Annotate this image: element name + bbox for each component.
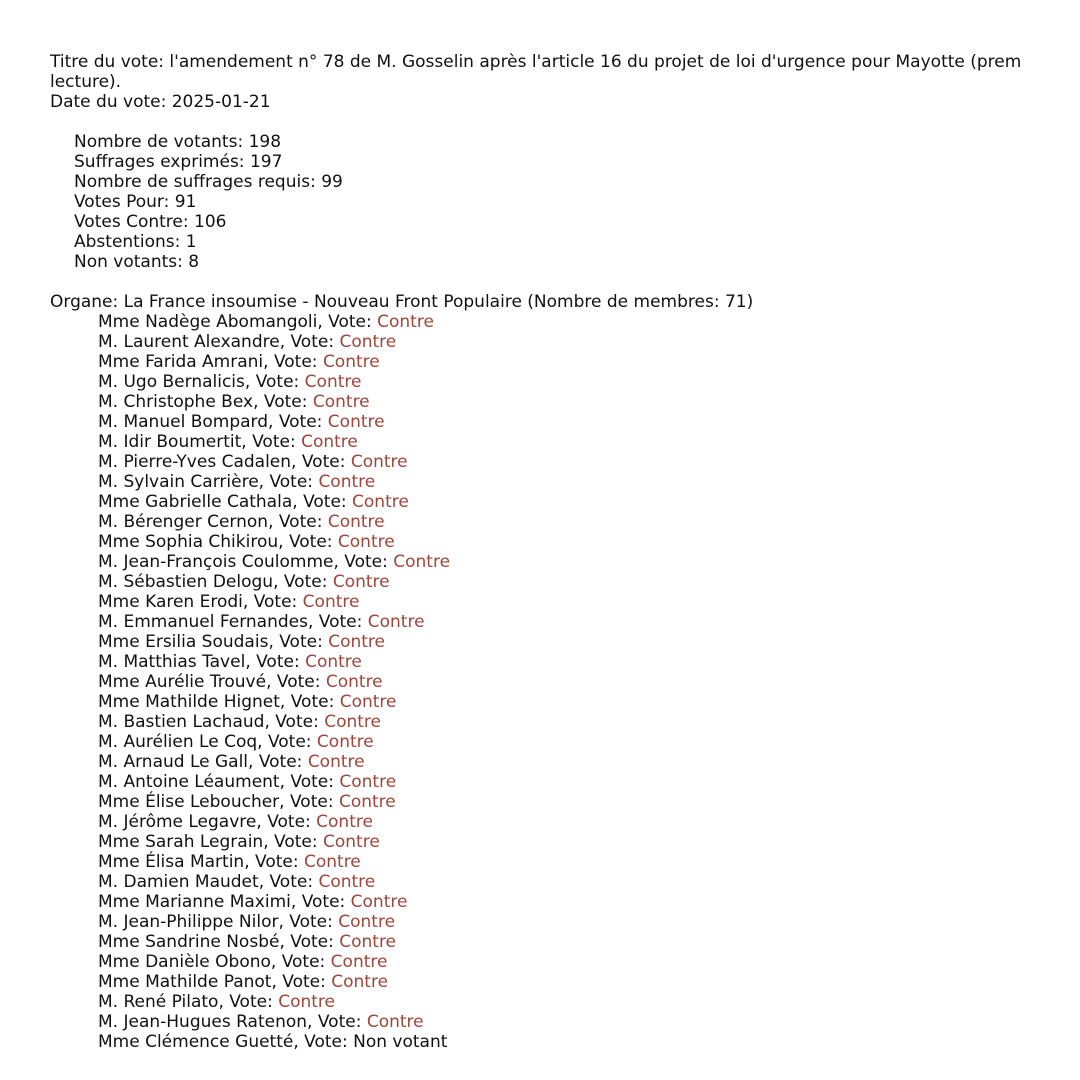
member-vote: Contre xyxy=(302,592,360,612)
member-name: Mme Nadège Abomangoli xyxy=(98,312,318,332)
member-row: Mme Farida Amrani, Vote: Contre xyxy=(98,352,380,372)
member-vote: Contre xyxy=(318,872,376,892)
member-vote: Non votant xyxy=(353,1032,448,1052)
member-vote: Contre xyxy=(338,912,396,932)
member-row: M. Aurélien Le Coq, Vote: Contre xyxy=(98,732,374,752)
member-row: M. Jean-Hugues Ratenon, Vote: Contre xyxy=(98,1012,424,1032)
member-row: M. Arnaud Le Gall, Vote: Contre xyxy=(98,752,365,772)
spacer xyxy=(50,112,1080,132)
vote-title-text: l'amendement n° 78 de M. Gosselin après l'article 16 du projet de loi d'urgence pour Mayotte (prem xyxy=(169,52,1022,72)
vote-label: Vote: xyxy=(303,492,347,512)
vote-label: Vote: xyxy=(255,852,299,872)
vote-label: Vote: xyxy=(269,872,314,892)
member-row: Mme Élise Leboucher, Vote: Contre xyxy=(98,792,396,812)
member-row: Mme Nadège Abomangoli, Vote: Contre xyxy=(98,312,434,332)
vote-label: Vote: xyxy=(290,692,335,712)
member-row: M. Matthias Tavel, Vote: Contre xyxy=(98,652,362,672)
vote-label: Vote: xyxy=(282,972,326,992)
member-name: Mme Marianne Maximi xyxy=(98,892,291,912)
member-name: M. Matthias Tavel xyxy=(98,652,246,672)
member-vote: Contre xyxy=(327,512,385,532)
member-vote: Contre xyxy=(339,332,397,352)
vote-label: Vote: xyxy=(289,912,333,932)
member-name: Mme Sandrine Nosbé xyxy=(98,932,280,952)
stat-label: Votes Contre: xyxy=(74,212,189,232)
vote-label: Vote: xyxy=(288,532,333,552)
member-name: M. Sébastien Delogu xyxy=(98,572,274,592)
member-vote: Contre xyxy=(323,832,380,852)
member-vote: Contre xyxy=(305,652,362,672)
member-vote: Contre xyxy=(330,952,388,972)
member-name: M. Manuel Bompard xyxy=(98,412,269,432)
member-row: M. Bérenger Cernon, Vote: Contre xyxy=(98,512,385,532)
vote-label: Vote: xyxy=(273,352,318,372)
vote-label: Vote: xyxy=(290,932,334,952)
member-vote: Contre xyxy=(324,712,382,732)
member-name: Mme Mathilde Panot xyxy=(98,972,272,992)
member-row: Mme Marianne Maximi, Vote: Contre xyxy=(98,892,408,912)
vote-label: Vote: xyxy=(263,392,308,412)
member-row: Mme Sophia Chikirou, Vote: Contre xyxy=(98,532,395,552)
member-vote: Contre xyxy=(312,392,370,412)
vote-label: Vote: xyxy=(290,332,335,352)
member-row: M. Ugo Bernalicis, Vote: Contre xyxy=(98,372,362,392)
vote-title xyxy=(50,52,1080,72)
vote-label: Vote: xyxy=(318,612,363,632)
member-vote: Contre xyxy=(350,452,408,472)
member-name: Mme Élise Leboucher xyxy=(98,792,280,812)
vote-label: Vote: xyxy=(281,952,326,972)
stat-label: Non votants: xyxy=(74,252,183,272)
member-vote: Contre xyxy=(332,572,390,592)
member-row: Mme Clémence Guetté, Vote: Non votant xyxy=(98,1032,448,1052)
member-vote: Contre xyxy=(316,732,374,752)
member-name: M. Aurélien Le Coq xyxy=(98,732,258,752)
stat-value: 1 xyxy=(185,232,197,252)
member-row: Mme Élisa Martin, Vote: Contre xyxy=(98,852,361,872)
member-name: M. Laurent Alexandre xyxy=(98,332,280,352)
organ-heading: Organe: La France insoumise - Nouveau Front Populaire (Nombre de membres: 71) xyxy=(50,292,754,312)
member-row: Mme Aurélie Trouvé, Vote: Contre xyxy=(98,672,383,692)
vote-label: Vote: xyxy=(258,752,303,772)
member-name: Mme Gabrielle Cathala xyxy=(98,492,293,512)
stat-label: Votes Pour: xyxy=(74,192,170,212)
stat-line xyxy=(74,132,1080,152)
member-name: Mme Élisa Martin xyxy=(98,852,245,872)
member-row: M. Emmanuel Fernandes, Vote: Contre xyxy=(98,612,425,632)
member-vote: Contre xyxy=(339,692,397,712)
member-name: M. Idir Boumertit xyxy=(98,432,242,452)
vote-label: Vote: xyxy=(255,372,300,392)
member-vote: Contre xyxy=(339,772,397,792)
member-row: M. Antoine Léaument, Vote: Contre xyxy=(98,772,397,792)
member-name: M. Sylvain Carrière xyxy=(98,472,259,492)
vote-label: Vote: xyxy=(276,672,321,692)
member-vote: Contre xyxy=(318,472,376,492)
member-name: M. Christophe Bex xyxy=(98,392,254,412)
member-vote: Contre xyxy=(307,752,365,772)
member-vote: Contre xyxy=(322,352,380,372)
vote-date-label: Date du vote: xyxy=(50,92,167,112)
vote-date-value: 2025-01-21 xyxy=(171,92,271,112)
member-name: M. Bérenger Cernon xyxy=(98,512,269,532)
member-vote: Contre xyxy=(366,1012,424,1032)
member-vote: Contre xyxy=(352,492,409,512)
member-vote: Contre xyxy=(338,792,396,812)
vote-label: Vote: xyxy=(269,472,314,492)
stat-value: 91 xyxy=(174,192,197,212)
vote-date xyxy=(50,92,1080,112)
vote-statistics xyxy=(50,132,1080,272)
stat-line xyxy=(74,232,1080,252)
member-name: M. Arnaud Le Gall xyxy=(98,752,249,772)
member-row: M. Manuel Bompard, Vote: Contre xyxy=(98,412,385,432)
vote-label: Vote: xyxy=(256,652,300,672)
member-row: M. Jean-Philippe Nilor, Vote: Contre xyxy=(98,912,396,932)
vote-title-continuation: lecture). xyxy=(50,72,122,92)
member-name: M. Jérôme Legavre xyxy=(98,812,257,832)
member-name: Mme Ersilia Soudais xyxy=(98,632,269,652)
stat-value: 197 xyxy=(249,152,283,172)
vote-label: Vote: xyxy=(278,512,323,532)
vote-label: Vote: xyxy=(304,1032,348,1052)
member-row: M. Sébastien Delogu, Vote: Contre xyxy=(98,572,390,592)
member-vote: Contre xyxy=(316,812,373,832)
vote-label: Vote: xyxy=(229,992,273,1012)
stat-line xyxy=(74,172,1080,192)
stat-label: Abstentions: xyxy=(74,232,181,252)
member-name: M. René Pilato xyxy=(98,992,219,1012)
member-name: M. Damien Maudet xyxy=(98,872,259,892)
member-name: Mme Aurélie Trouvé xyxy=(98,672,267,692)
vote-label: Vote: xyxy=(301,452,346,472)
member-name: M. Pierre-Yves Cadalen xyxy=(98,452,292,472)
member-vote: Contre xyxy=(327,412,385,432)
stat-value: 99 xyxy=(321,172,343,192)
member-row: Mme Danièle Obono, Vote: Contre xyxy=(98,952,388,972)
member-name: Mme Danièle Obono xyxy=(98,952,271,972)
stat-label: Suffrages exprimés: xyxy=(74,152,245,172)
member-name: Mme Mathilde Hignet xyxy=(98,692,280,712)
vote-label: Vote: xyxy=(279,632,323,652)
member-vote: Contre xyxy=(278,992,336,1012)
member-name: M. Jean-François Coulomme xyxy=(98,552,334,572)
vote-label: Vote: xyxy=(290,772,334,792)
member-row: Mme Mathilde Hignet, Vote: Contre xyxy=(98,692,397,712)
member-name: Mme Karen Erodi xyxy=(98,592,243,612)
member-name: Mme Sarah Legrain xyxy=(98,832,264,852)
member-row: M. Laurent Alexandre, Vote: Contre xyxy=(98,332,397,352)
member-name: M. Ugo Bernalicis xyxy=(98,372,245,392)
vote-label: Vote: xyxy=(267,732,312,752)
member-name: M. Antoine Léaument xyxy=(98,772,280,792)
vote-label: Vote: xyxy=(289,792,334,812)
member-vote: Contre xyxy=(339,932,397,952)
spacer xyxy=(50,272,1080,292)
member-row: M. Damien Maudet, Vote: Contre xyxy=(98,872,376,892)
vote-title-label: Titre du vote: xyxy=(50,52,165,72)
member-vote: Contre xyxy=(303,852,361,872)
vote-label: Vote: xyxy=(317,1012,362,1032)
vote-label: Vote: xyxy=(283,572,328,592)
member-vote: Contre xyxy=(377,312,434,332)
member-name: Mme Clémence Guetté xyxy=(98,1032,294,1052)
member-name: M. Bastien Lachaud xyxy=(98,712,265,732)
member-vote: Contre xyxy=(367,612,425,632)
member-row: Mme Sandrine Nosbé, Vote: Contre xyxy=(98,932,397,952)
member-row: Mme Mathilde Panot, Vote: Contre xyxy=(98,972,389,992)
vote-label: Vote: xyxy=(253,592,298,612)
stat-label: Nombre de suffrages requis: xyxy=(74,172,316,192)
member-vote: Contre xyxy=(393,552,451,572)
stat-value: 106 xyxy=(194,212,227,232)
member-row: M. Christophe Bex, Vote: Contre xyxy=(98,392,370,412)
member-row: M. Pierre-Yves Cadalen, Vote: Contre xyxy=(98,452,408,472)
vote-label: Vote: xyxy=(278,412,323,432)
member-name: M. Jean-Hugues Ratenon xyxy=(98,1012,308,1032)
member-vote: Contre xyxy=(301,432,358,452)
member-row: M. René Pilato, Vote: Contre xyxy=(98,992,336,1012)
member-row: Mme Karen Erodi, Vote: Contre xyxy=(98,592,360,612)
member-row: M. Idir Boumertit, Vote: Contre xyxy=(98,432,358,452)
member-list xyxy=(50,312,1080,1052)
stat-line xyxy=(74,252,1080,272)
stat-value: 198 xyxy=(248,132,282,152)
member-name: M. Emmanuel Fernandes xyxy=(98,612,308,632)
vote-label: Vote: xyxy=(274,832,318,852)
member-name: M. Jean-Philippe Nilor xyxy=(98,912,279,932)
vote-document xyxy=(50,52,1080,1052)
stat-line xyxy=(74,192,1080,212)
stat-value: 8 xyxy=(188,252,200,272)
member-row: M. Jérôme Legavre, Vote: Contre xyxy=(98,812,373,832)
vote-label: Vote: xyxy=(328,312,372,332)
member-row: Mme Ersilia Soudais, Vote: Contre xyxy=(98,632,386,652)
member-vote: Contre xyxy=(328,632,386,652)
vote-label: Vote: xyxy=(275,712,319,732)
member-name: Mme Sophia Chikirou xyxy=(98,532,279,552)
member-vote: Contre xyxy=(337,532,395,552)
member-vote: Contre xyxy=(331,972,389,992)
member-row: Mme Gabrielle Cathala, Vote: Contre xyxy=(98,492,409,512)
vote-label: Vote: xyxy=(344,552,388,572)
member-name: Mme Farida Amrani xyxy=(98,352,264,372)
member-row: M. Bastien Lachaud, Vote: Contre xyxy=(98,712,382,732)
member-vote: Contre xyxy=(325,672,383,692)
vote-label: Vote: xyxy=(252,432,296,452)
member-vote: Contre xyxy=(350,892,408,912)
stat-line xyxy=(74,212,1080,232)
member-row: Mme Sarah Legrain, Vote: Contre xyxy=(98,832,380,852)
member-row: M. Sylvain Carrière, Vote: Contre xyxy=(98,472,376,492)
member-vote: Contre xyxy=(304,372,362,392)
member-row: M. Jean-François Coulomme, Vote: Contre xyxy=(98,552,451,572)
stat-line xyxy=(74,152,1080,172)
vote-label: Vote: xyxy=(301,892,346,912)
vote-label: Vote: xyxy=(267,812,311,832)
stat-label: Nombre de votants: xyxy=(74,132,244,152)
